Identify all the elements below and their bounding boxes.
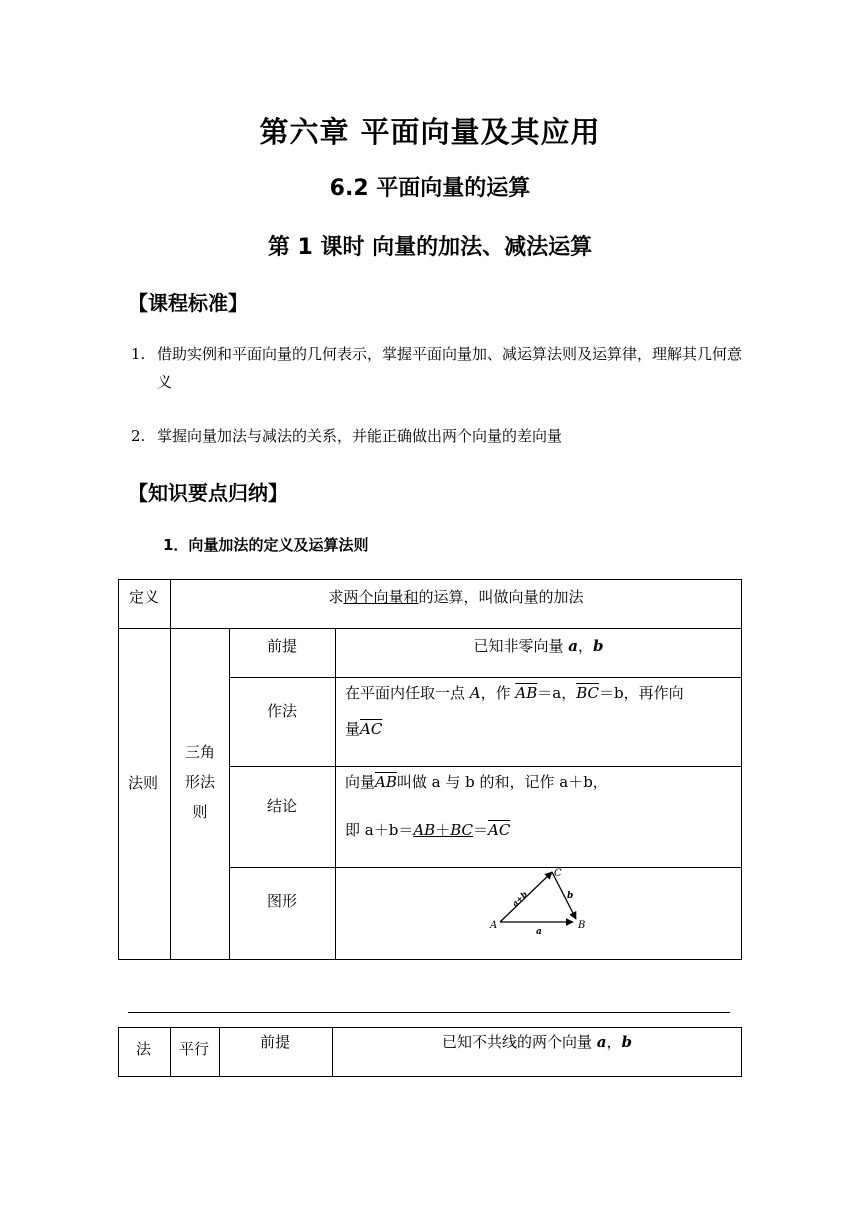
t2-premise-label: 前提	[260, 1033, 291, 1051]
figure-label-cell	[229, 867, 336, 960]
rule-label: 法则	[128, 774, 159, 792]
construct-label-cell	[229, 677, 336, 767]
premise-text	[336, 635, 741, 656]
rule-label-cell	[118, 628, 171, 960]
premise-pre: 已知非零向量	[473, 637, 569, 655]
vector-b: b	[621, 1033, 633, 1051]
conclusion-label-cell	[229, 766, 336, 868]
construct-eq-a: ＝a，	[537, 684, 577, 702]
t2-col1-cell	[118, 1027, 171, 1077]
label-point-c: C	[554, 868, 562, 879]
item-text: 借助实例和平面向量的几何表示，掌握平面向量加、减运算法则及运算律，理解其几何意义	[157, 345, 743, 391]
t2-premise-label-cell	[219, 1027, 333, 1077]
page-divider	[128, 1012, 730, 1013]
figure-cell	[335, 867, 742, 960]
label-point-b: B	[578, 920, 586, 931]
method-label-line: 则	[192, 803, 208, 821]
figure-label: 图形	[267, 892, 298, 910]
concl-plus: ＋	[435, 821, 451, 839]
t2-premise-pre: 已知不共线的两个向量	[441, 1033, 597, 1051]
def-label-cell	[118, 579, 171, 629]
lesson-title: 第 1 课时 向量的加法、减法运算	[267, 235, 593, 260]
t2-col2: 平行	[179, 1040, 210, 1058]
item-number: 1.	[131, 345, 146, 363]
conclusion-line-1	[345, 771, 608, 792]
t2-sep: ，	[606, 1033, 622, 1051]
concl-post: 叫做 a 与 b 的和，记作 a＋b，	[396, 773, 608, 791]
label-vector-b: b	[567, 891, 574, 901]
label-vector-sum: a+b	[509, 889, 530, 909]
method-label-line: 三角	[184, 743, 215, 761]
concl-eq: ＝	[472, 821, 488, 839]
knowledge-heading: 【知识要点归纳】	[128, 481, 288, 505]
construct-eq-b: ＝b，再作向	[599, 684, 684, 702]
conclusion-text-cell	[335, 766, 742, 868]
label-vector-a: a	[536, 927, 542, 937]
def-text-pre: 求	[328, 588, 344, 606]
conclusion-line-2	[345, 819, 510, 840]
point-a: A	[469, 684, 481, 702]
def-text-cell	[170, 579, 742, 629]
vector-ab: $\overline{AB}$	[375, 773, 397, 791]
standard-item-2	[131, 422, 741, 450]
method-label-cell	[170, 628, 230, 960]
construct-l2-pre: 量	[345, 720, 361, 738]
vector-ac: $\overline{AC}$	[360, 720, 383, 738]
concl-l2-pre: 即 a＋b＝	[345, 821, 414, 839]
method-label	[171, 737, 229, 827]
def-text	[171, 586, 741, 607]
vector-b: b	[593, 637, 604, 655]
premise-label: 前提	[267, 637, 298, 655]
method-label-line: 形法	[184, 773, 215, 791]
chapter-title: 第六章 平面向量及其应用	[259, 115, 601, 149]
standards-heading: 【课程标准】	[128, 291, 248, 315]
premise-sep: ，	[578, 637, 594, 655]
vector-bc: $\overline{BC}$	[576, 684, 599, 702]
def-text-underlined: 两个向量和	[343, 588, 419, 606]
construct-mid: ，作	[480, 684, 516, 702]
construct-line-1	[345, 682, 684, 703]
section-title: 6.2 平面向量的运算	[329, 176, 531, 201]
t2-col1: 法	[136, 1040, 152, 1058]
construct-label: 作法	[267, 702, 298, 720]
construct-text-cell	[335, 677, 742, 767]
vector-ac: $\overline{AC}$	[488, 821, 511, 839]
def-label: 定义	[129, 588, 160, 606]
triangle-diagram	[336, 868, 741, 959]
t2-premise-text	[333, 1031, 741, 1052]
item-text: 掌握向量加法与减法的关系，并能正确做出两个向量的差向量	[157, 427, 563, 445]
vector-bc: BC	[450, 821, 473, 839]
vector-ab: $\overline{AB}$	[515, 684, 538, 702]
knowledge-subheading: 1．向量加法的定义及运算法则	[163, 536, 369, 554]
construct-pre: 在平面内任取一点	[345, 684, 470, 702]
vector-a: a	[596, 1033, 607, 1051]
def-text-post: 的运算，叫做向量的加法	[418, 588, 584, 606]
vector-a: a	[568, 637, 578, 655]
label-point-a: A	[490, 920, 498, 931]
premise-text-cell	[335, 628, 742, 678]
vector-ab: AB	[413, 821, 436, 839]
construct-line-2	[345, 718, 382, 739]
concl-pre: 向量	[345, 773, 376, 791]
premise-label-cell	[229, 628, 336, 678]
conclusion-label: 结论	[267, 797, 298, 815]
t2-col2-cell	[170, 1027, 220, 1077]
item-number: 2.	[131, 427, 146, 445]
t2-premise-text-cell	[332, 1027, 742, 1077]
standard-item-1	[131, 340, 741, 396]
